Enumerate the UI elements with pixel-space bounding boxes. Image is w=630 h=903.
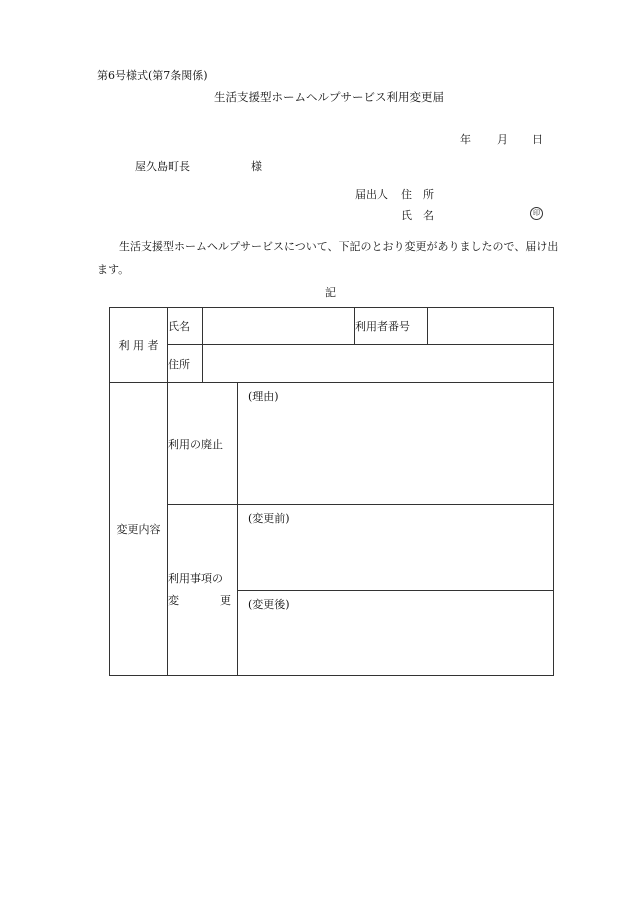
- body-text: 生活支援型ホームヘルプサービスについて、下記のとおり変更がありましたので、届け出ます。: [97, 240, 559, 276]
- change-content-header: 変更内容: [116, 523, 161, 536]
- addressee-name: 屋久島町長: [135, 160, 190, 173]
- user-name-row: [110, 308, 554, 345]
- name-label: 氏名: [168, 320, 190, 333]
- name-label-cell: [168, 308, 203, 345]
- addressee-honorific: 様: [251, 160, 262, 173]
- ki-heading: 記: [325, 286, 336, 299]
- discontinue-label: 利用の廃止: [168, 437, 223, 451]
- seal-mark: 印: [530, 207, 543, 220]
- date-month-label: 月: [497, 133, 508, 146]
- date-day-label: 日: [532, 133, 543, 146]
- form-table: [109, 307, 554, 676]
- date-year-label: 年: [460, 133, 471, 146]
- change-item-label-cell: [168, 505, 238, 676]
- discontinue-row: [110, 383, 554, 505]
- notifier-address-label: 住 所: [401, 188, 434, 201]
- after-label: (変更後): [248, 598, 290, 611]
- address-label-cell: [168, 345, 203, 383]
- change-content-header-cell: [110, 383, 168, 676]
- notifier-label: 届出人: [355, 188, 388, 201]
- change-after-field[interactable]: [238, 591, 554, 676]
- name-field[interactable]: [203, 308, 355, 345]
- change-item-label-kou: 更: [220, 594, 231, 607]
- form-title: 生活支援型ホームヘルプサービス利用変更届: [214, 90, 444, 104]
- reason-field[interactable]: [238, 383, 554, 505]
- user-address-row: [110, 345, 554, 383]
- notifier-name-label: 氏 名: [401, 209, 434, 222]
- user-number-label-cell: [355, 308, 428, 345]
- user-number-field[interactable]: [428, 308, 554, 345]
- user-header-cell: [110, 308, 168, 383]
- change-before-row: [110, 505, 554, 591]
- address-field[interactable]: [203, 345, 554, 383]
- change-item-label-hen: 変: [168, 594, 179, 607]
- change-item-label-line1: 利用事項の: [168, 572, 223, 585]
- discontinue-label-cell: [168, 383, 238, 505]
- change-before-field[interactable]: [238, 505, 554, 591]
- before-label: (変更前): [248, 512, 290, 525]
- user-number-label: 利用者番号: [355, 320, 410, 333]
- form-id: 第6号様式(第7条関係): [97, 69, 208, 82]
- reason-label: (理由): [248, 390, 279, 403]
- address-label: 住所: [168, 357, 190, 371]
- user-header: 利 用 者: [118, 339, 159, 352]
